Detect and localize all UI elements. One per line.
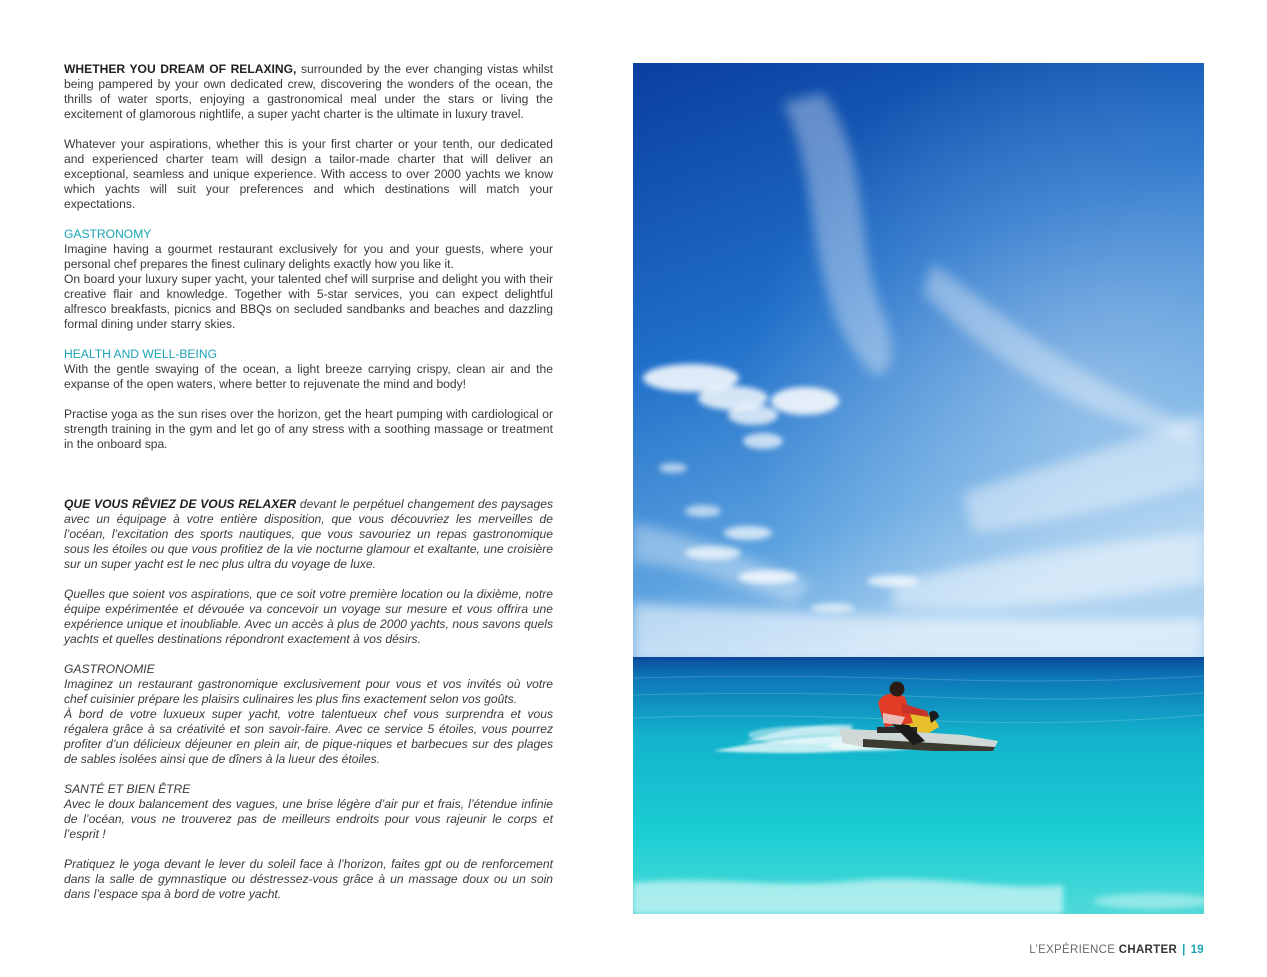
fr-aspirations-paragraph: Quelles que soient vos aspirations, que ce soit votre première location ou la dixième, notre équipe expérimentée et dévouée va concevoir un voyage sur mesure et vous offrira une expérience unique et inoubliable. Avec un accès à plus de 2000 yachts, nous savons quels yachts et quelles destinations répondront exactement à vos désirs. [64, 587, 553, 646]
intro-lead: WHETHER YOU DREAM OF RELAXING, [64, 62, 297, 76]
intro-paragraph [64, 62, 553, 122]
french-section [64, 497, 553, 902]
text-column [64, 62, 553, 902]
fr-health-paragraph-2: Pratiquez le yoga devant le lever du soleil face à l’horizon, faites gpt ou de renforcement dans la salle de gymnastique ou déstressez-vous grâce à un massage doux ou un soin dans l’espace spa à bord de votre yacht. [64, 857, 553, 901]
jet-ski-ocean-photo [633, 63, 1204, 914]
footer-separator: | [1182, 944, 1186, 956]
fr-intro-paragraph [64, 497, 553, 572]
fr-gastronomy-heading: GASTRONOMIE [64, 662, 155, 676]
health-paragraph-2: Practise yoga as the sun rises over the horizon, get the heart pumping with cardiological or strength training in the gym and let go of any stress with a soothing massage or treatment in the onboard spa. [64, 407, 553, 451]
page-footer [1029, 944, 1204, 956]
fr-health-paragraph-1: Avec le doux balancement des vagues, une brise légère d’air pur et frais, l’étendue infinie de l’océan, vous ne trouverez pas de meilleurs endroits pour vous rajeunir le corps et l’esprit ! [64, 797, 553, 841]
footer-charter: CHARTER [1118, 944, 1178, 956]
fr-health-heading: SANTÉ ET BIEN ÊTRE [64, 782, 191, 796]
fr-gastronomy-paragraph-1: Imaginez un restaurant gastronomique exclusivement pour vous et vos invités où votre chef cuisinier prépare les plaisirs culinaires les plus fins exactement selon vos goûts. [64, 677, 553, 706]
fr-intro-body: devant le perpétuel changement des paysages avec un équipage à votre entière disposition, que vous découvriez les merveilles de l’océan, l’excitation des sports nautiques, que vous savouriez un repas gastronomique sous les étoiles ou que vous profitiez de la vie nocturne glamour et exaltante, une croisière sur un super yacht est le nec plus ultra du voyage de luxe. [64, 497, 553, 571]
intro-body: surrounded by the ever changing vistas whilst being pampered by your own dedicated crew, discovering the wonders of the ocean, the thrills of water sports, enjoying a gastronomical meal under the stars or living the excitement of glamorous nightlife, a super yacht charter is the ultimate in luxury travel. [64, 62, 553, 121]
footer-prefix: L’EXPÉRIENCE [1029, 944, 1119, 956]
gastronomy-paragraph-1: Imagine having a gourmet restaurant exclusively for you and your guests, where your personal chef prepares the finest culinary delights exactly how you like it. [64, 242, 553, 271]
gastronomy-heading: GASTRONOMY [64, 227, 152, 241]
gastronomy-paragraph-2: On board your luxury super yacht, your talented chef will surprise and delight you with their creative flair and knowledge. Together with 5-star services, you can expect delightful alfresco breakfasts, picnics and BBQs on secluded sandbanks and beaches and dazzling formal dining under starry skies. [64, 272, 553, 331]
health-heading: HEALTH AND WELL-BEING [64, 347, 217, 361]
aspirations-paragraph: Whatever your aspirations, whether this is your first charter or your tenth, our dedicated and experienced charter team will design a tailor-made charter that will deliver an exceptional, seamless and unique experience. With access to over 2000 yachts we know which yachts will suit your preferences and which destinations will match your expectations. [64, 137, 553, 211]
fr-intro-lead: QUE VOUS RÊVIEZ DE VOUS RELAXER [64, 497, 297, 511]
fr-gastronomy-paragraph-2: À bord de votre luxueux super yacht, votre talentueux chef vous surprendra et vous régalera grâce à sa créativité et son savoir-faire. Avec ce service 5 étoiles, vous pourrez profiter d’un délicieux déjeuner en plein air, de pique-niques et barbecues sur des plages de sables isolées ainsi que de dîners à la lueur des étoiles. [64, 707, 553, 766]
health-paragraph-1: With the gentle swaying of the ocean, a light breeze carrying crispy, clean air and the expanse of the open waters, where better to rejuvenate the mind and body! [64, 362, 553, 391]
page-number: 19 [1190, 944, 1204, 956]
